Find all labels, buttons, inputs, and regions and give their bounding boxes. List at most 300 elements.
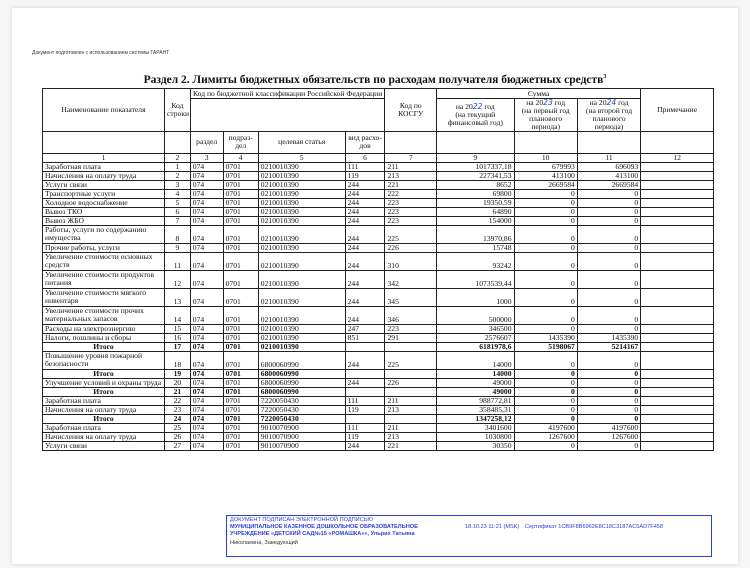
column-number: 4 [223, 153, 258, 162]
row-note [641, 324, 714, 333]
row-note [641, 414, 714, 423]
row-name: Начисления на оплату труда [43, 405, 165, 414]
row-podrazdel: 0701 [223, 198, 258, 207]
stamp-datetime: 18.10.23 11:21 (MSK) [465, 524, 520, 530]
row-sum-year1: 49000 [437, 387, 514, 396]
row-sum-year3: 0 [577, 324, 640, 333]
row-sum-year1: 1000 [437, 288, 514, 306]
column-number: 12 [641, 153, 714, 162]
row-sum-year1: 988772,81 [437, 396, 514, 405]
header-kosgu: Код по КОСГУ [385, 89, 437, 132]
row-target: 6800060990 [258, 387, 345, 396]
row-name: Вывоз ТКО [43, 207, 165, 216]
e-signature-stamp [226, 515, 712, 557]
row-sum-year1: 14000 [437, 351, 514, 369]
table-row [43, 432, 714, 441]
row-podrazdel: 0701 [223, 432, 258, 441]
row-podrazdel: 0701 [223, 378, 258, 387]
row-code: 17 [164, 342, 190, 351]
row-sum-year1: 14000 [437, 369, 514, 378]
row-name: Транспортные услуги [43, 189, 165, 198]
header-sum: Сумма [437, 89, 641, 99]
row-code: 8 [164, 225, 190, 243]
header-year1: на 2022 год (на текущий финансовый год) [437, 99, 514, 132]
row-name: Увеличение стоимости основных средств [43, 252, 165, 270]
row-target: 0210010390 [258, 162, 345, 171]
row-note [641, 180, 714, 189]
row-sum-year2: 0 [514, 396, 577, 405]
row-kosgu: 226 [385, 243, 437, 252]
row-code: 22 [164, 396, 190, 405]
row-razdel: 074 [190, 171, 223, 180]
row-sum-year3: 0 [577, 378, 640, 387]
row-sum-year1: 15748 [437, 243, 514, 252]
row-sum-year2: 0 [514, 225, 577, 243]
row-vid: 244 [345, 252, 385, 270]
row-vid: 244 [345, 306, 385, 324]
row-podrazdel: 0701 [223, 423, 258, 432]
row-sum-year3: 2669584 [577, 180, 640, 189]
row-sum-year2: 0 [514, 189, 577, 198]
row-sum-year3: 0 [577, 405, 640, 414]
row-kosgu: 213 [385, 432, 437, 441]
row-code: 9 [164, 243, 190, 252]
column-number: 5 [258, 153, 345, 162]
row-sum-year1: 346500 [437, 324, 514, 333]
row-razdel: 074 [190, 414, 223, 423]
row-sum-year3: 696093 [577, 162, 640, 171]
stamp-line3: УЧРЕЖДЕНИЕ «ДЕТСКИЙ САД№15 «РОМАШКА»», Ульрих Татьяна [230, 531, 415, 537]
header-note: Примечание [641, 89, 714, 132]
row-sum-year3: 0 [577, 207, 640, 216]
row-target: 0210010390 [258, 288, 345, 306]
row-vid: 119 [345, 432, 385, 441]
stamp-line1: ДОКУМЕНТ ПОДПИСАН ЭЛЕКТРОННОЙ ПОДПИСЬЮ [230, 517, 374, 523]
column-number: 6 [345, 153, 385, 162]
row-sum-year1: 1347258,12 [437, 414, 514, 423]
row-sum-year1: 227341,53 [437, 171, 514, 180]
row-name: Увеличение стоимости продуктов питания [43, 270, 165, 288]
row-code: 15 [164, 324, 190, 333]
row-name: Улучшение условий и охраны труда [43, 378, 165, 387]
budget-limits-table [42, 88, 714, 451]
row-sum-year3: 1267600 [577, 432, 640, 441]
row-code: 1 [164, 162, 190, 171]
row-target: 0210010390 [258, 189, 345, 198]
row-kosgu [385, 414, 437, 423]
row-razdel: 074 [190, 423, 223, 432]
row-kosgu: 221 [385, 441, 437, 450]
row-note [641, 198, 714, 207]
table-row [43, 378, 714, 387]
row-sum-year1: 30350 [437, 441, 514, 450]
row-vid: 119 [345, 171, 385, 180]
row-sum-year3: 0 [577, 288, 640, 306]
header-year3-cont [577, 131, 640, 153]
header-year3: на 2024 год (на второй год планового периода) [577, 99, 640, 132]
section-footnote: 3 [603, 74, 607, 81]
row-sum-year3: 0 [577, 270, 640, 288]
row-code: 3 [164, 180, 190, 189]
table-row [43, 342, 714, 351]
row-target: 0210010390 [258, 243, 345, 252]
table-row [43, 288, 714, 306]
row-sum-year1: 49000 [437, 378, 514, 387]
row-target: 0210010390 [258, 306, 345, 324]
table-row [43, 351, 714, 369]
row-sum-year3: 0 [577, 189, 640, 198]
table-row [43, 198, 714, 207]
column-number: 3 [190, 153, 223, 162]
row-name: Увеличение стоимости мягкого инвентаря [43, 288, 165, 306]
row-note [641, 252, 714, 270]
row-razdel: 074 [190, 288, 223, 306]
row-sum-year3: 0 [577, 243, 640, 252]
row-kosgu: 223 [385, 198, 437, 207]
row-kosgu: 222 [385, 189, 437, 198]
row-sum-year1: 500000 [437, 306, 514, 324]
row-vid [345, 387, 385, 396]
row-target: 0210010390 [258, 324, 345, 333]
row-code: 5 [164, 198, 190, 207]
row-name: Работы, услуги по содержанию имущества [43, 225, 165, 243]
row-razdel: 074 [190, 306, 223, 324]
row-vid [345, 369, 385, 378]
row-note [641, 162, 714, 171]
stamp-certificate: Сертификат 1CB9F8B6962E8C18C3187AC5AD7F458 [525, 524, 664, 530]
row-podrazdel: 0701 [223, 180, 258, 189]
row-sum-year3: 0 [577, 252, 640, 270]
row-code: 6 [164, 207, 190, 216]
table-row [43, 243, 714, 252]
row-kosgu [385, 369, 437, 378]
row-vid: 244 [345, 288, 385, 306]
row-sum-year2: 1435390 [514, 333, 577, 342]
row-note [641, 243, 714, 252]
row-target: 0210010390 [258, 333, 345, 342]
row-sum-year1: 358485,31 [437, 405, 514, 414]
row-vid: 111 [345, 396, 385, 405]
row-kosgu: 213 [385, 405, 437, 414]
row-target: 0210010390 [258, 198, 345, 207]
table-row [43, 270, 714, 288]
row-sum-year2: 0 [514, 198, 577, 207]
table-row [43, 207, 714, 216]
table-row [43, 414, 714, 423]
row-vid: 247 [345, 324, 385, 333]
row-razdel: 074 [190, 333, 223, 342]
row-kosgu [385, 342, 437, 351]
row-vid: 244 [345, 378, 385, 387]
row-razdel: 074 [190, 432, 223, 441]
row-sum-year1: 1017337,18 [437, 162, 514, 171]
row-razdel: 074 [190, 441, 223, 450]
table-row [43, 333, 714, 342]
row-sum-year2: 0 [514, 441, 577, 450]
row-note [641, 405, 714, 414]
row-target: 0210010390 [258, 171, 345, 180]
column-number: 7 [385, 153, 437, 162]
table-row [43, 225, 714, 243]
row-vid: 244 [345, 243, 385, 252]
column-number: 2 [164, 153, 190, 162]
row-kosgu: 225 [385, 225, 437, 243]
row-sum-year2: 4197600 [514, 423, 577, 432]
row-target: 0210010390 [258, 216, 345, 225]
header-year1-cont [437, 131, 514, 153]
row-note [641, 216, 714, 225]
header-year2-cont [514, 131, 577, 153]
row-sum-year1: 93242 [437, 252, 514, 270]
row-kosgu: 223 [385, 207, 437, 216]
row-target: 7220050430 [258, 396, 345, 405]
stamp-line4: Николаевна, Заведующий [230, 540, 298, 546]
table-row [43, 252, 714, 270]
row-target: 7220050430 [258, 414, 345, 423]
row-sum-year1: 8652 [437, 180, 514, 189]
row-code: 2 [164, 171, 190, 180]
row-razdel: 074 [190, 216, 223, 225]
row-sum-year2: 0 [514, 270, 577, 288]
row-razdel: 074 [190, 252, 223, 270]
row-note [641, 387, 714, 396]
row-podrazdel: 0701 [223, 207, 258, 216]
row-sum-year1: 154000 [437, 216, 514, 225]
row-target: 0210010390 [258, 180, 345, 189]
row-podrazdel: 0701 [223, 324, 258, 333]
row-note [641, 351, 714, 369]
row-sum-year2: 0 [514, 306, 577, 324]
row-sum-year1: 19350,59 [437, 198, 514, 207]
row-target: 6800060990 [258, 378, 345, 387]
row-code: 19 [164, 369, 190, 378]
row-sum-year2: 0 [514, 216, 577, 225]
row-podrazdel: 0701 [223, 243, 258, 252]
row-podrazdel: 0701 [223, 171, 258, 180]
header-podrazdel: подраз-дел [223, 131, 258, 153]
row-kosgu: 211 [385, 396, 437, 405]
row-sum-year2: 0 [514, 252, 577, 270]
header-expense-type: вид расхо-дов [345, 131, 385, 153]
row-code: 23 [164, 405, 190, 414]
row-sum-year2: 413100 [514, 171, 577, 180]
year2-handwritten: 23 [543, 98, 553, 107]
column-number: 10 [514, 153, 577, 162]
row-target: 0210010390 [258, 342, 345, 351]
row-code: 16 [164, 333, 190, 342]
row-razdel: 074 [190, 225, 223, 243]
row-note [641, 171, 714, 180]
row-kosgu: 223 [385, 216, 437, 225]
row-podrazdel: 0701 [223, 189, 258, 198]
row-podrazdel: 0701 [223, 441, 258, 450]
row-name: Заработная плата [43, 162, 165, 171]
row-target: 0210010390 [258, 225, 345, 243]
row-kosgu: 225 [385, 351, 437, 369]
row-name: Налоги, пошлины и сборы [43, 333, 165, 342]
row-kosgu: 213 [385, 171, 437, 180]
section-title [12, 74, 738, 86]
row-code: 20 [164, 378, 190, 387]
row-razdel: 074 [190, 180, 223, 189]
row-vid: 111 [345, 423, 385, 432]
row-sum-year3: 0 [577, 369, 640, 378]
row-name: Увеличение стоимости прочих материальных запасов [43, 306, 165, 324]
row-name: Заработная плата [43, 423, 165, 432]
row-target: 9010070900 [258, 432, 345, 441]
row-vid: 244 [345, 270, 385, 288]
table-row [43, 324, 714, 333]
row-kosgu: 223 [385, 324, 437, 333]
row-sum-year3: 0 [577, 387, 640, 396]
row-target: 9010070900 [258, 441, 345, 450]
row-sum-year2: 0 [514, 351, 577, 369]
row-razdel: 074 [190, 162, 223, 171]
row-sum-year2: 0 [514, 378, 577, 387]
row-sum-year3: 0 [577, 306, 640, 324]
row-sum-year2: 1267600 [514, 432, 577, 441]
table-row [43, 162, 714, 171]
row-podrazdel: 0701 [223, 405, 258, 414]
row-code: 26 [164, 432, 190, 441]
row-razdel: 074 [190, 405, 223, 414]
row-kosgu: 211 [385, 423, 437, 432]
row-sum-year2: 0 [514, 243, 577, 252]
header-name-cont [43, 131, 165, 153]
year1-handwritten: 22 [472, 101, 483, 111]
row-code: 4 [164, 189, 190, 198]
stamp-line2: МУНИЦИПАЛЬНОЕ КАЗЕННОЕ ДОШКОЛЬНОЕ ОБРАЗОВАТЕЛЬНОЕ [230, 524, 418, 530]
table-row [43, 396, 714, 405]
row-vid: 111 [345, 162, 385, 171]
row-note [641, 342, 714, 351]
row-note [641, 288, 714, 306]
row-razdel: 074 [190, 396, 223, 405]
row-target: 7220050430 [258, 405, 345, 414]
row-sum-year2: 0 [514, 324, 577, 333]
row-razdel: 074 [190, 342, 223, 351]
row-podrazdel: 0701 [223, 369, 258, 378]
row-code: 12 [164, 270, 190, 288]
table-row [43, 405, 714, 414]
row-sum-year3: 0 [577, 396, 640, 405]
row-kosgu: 342 [385, 270, 437, 288]
table-row [43, 441, 714, 450]
row-code: 27 [164, 441, 190, 450]
row-podrazdel: 0701 [223, 270, 258, 288]
table-row [43, 369, 714, 378]
row-note [641, 369, 714, 378]
row-sum-year3: 0 [577, 414, 640, 423]
header-note-cont [641, 131, 714, 153]
row-note [641, 441, 714, 450]
row-razdel: 074 [190, 189, 223, 198]
row-sum-year2: 0 [514, 414, 577, 423]
row-sum-year1: 6181978,6 [437, 342, 514, 351]
row-podrazdel: 0701 [223, 387, 258, 396]
row-kosgu: 211 [385, 162, 437, 171]
row-sum-year3: 0 [577, 351, 640, 369]
row-sum-year3: 0 [577, 198, 640, 207]
row-kosgu: 291 [385, 333, 437, 342]
row-note [641, 333, 714, 342]
row-podrazdel: 0701 [223, 288, 258, 306]
table-row [43, 189, 714, 198]
row-sum-year1: 64890 [437, 207, 514, 216]
row-vid [345, 342, 385, 351]
row-podrazdel: 0701 [223, 351, 258, 369]
header-code-cont [164, 131, 190, 153]
row-sum-year2: 0 [514, 288, 577, 306]
row-razdel: 074 [190, 324, 223, 333]
row-podrazdel: 0701 [223, 342, 258, 351]
column-numbers-row [43, 153, 714, 162]
table-row [43, 180, 714, 189]
row-sum-year3: 4197600 [577, 423, 640, 432]
row-code: 7 [164, 216, 190, 225]
row-kosgu: 221 [385, 180, 437, 189]
row-name: Итого [43, 369, 165, 378]
row-podrazdel: 0701 [223, 414, 258, 423]
column-number: 9 [437, 153, 514, 162]
row-target: 0210010390 [258, 207, 345, 216]
row-note [641, 189, 714, 198]
row-sum-year3: 413100 [577, 171, 640, 180]
row-note [641, 270, 714, 288]
row-name: Повышение уровня пожарной безопасности [43, 351, 165, 369]
row-podrazdel: 0701 [223, 225, 258, 243]
row-vid: 244 [345, 225, 385, 243]
row-razdel: 074 [190, 207, 223, 216]
row-kosgu: 226 [385, 378, 437, 387]
row-target: 6800060990 [258, 369, 345, 378]
table-row [43, 387, 714, 396]
year3-handwritten: 24 [606, 98, 617, 107]
header-line-code: Код строки [164, 89, 190, 132]
row-name: Итого [43, 387, 165, 396]
garant-note: Документ подготовлен с использованием системы ГАРАНТ [32, 50, 170, 56]
row-code: 21 [164, 387, 190, 396]
row-target: 9010070900 [258, 423, 345, 432]
header-razdel: раздел [190, 131, 223, 153]
row-note [641, 396, 714, 405]
row-podrazdel: 0701 [223, 162, 258, 171]
row-note [641, 423, 714, 432]
row-note [641, 207, 714, 216]
row-name: Услуги связи [43, 180, 165, 189]
row-code: 18 [164, 351, 190, 369]
row-code: 25 [164, 423, 190, 432]
row-sum-year2: 0 [514, 387, 577, 396]
row-code: 13 [164, 288, 190, 306]
column-number: 1 [43, 153, 165, 162]
row-sum-year2: 0 [514, 207, 577, 216]
header-year2: на 2023 год (на первый год планового периода) [514, 99, 577, 132]
row-sum-year3: 0 [577, 441, 640, 450]
row-razdel: 074 [190, 378, 223, 387]
row-vid: 244 [345, 189, 385, 198]
header-target: целевая статья [258, 131, 345, 153]
row-note [641, 306, 714, 324]
table-row [43, 306, 714, 324]
row-sum-year3: 0 [577, 216, 640, 225]
row-name: Начисления на оплату труда [43, 432, 165, 441]
row-sum-year2: 5198067 [514, 342, 577, 351]
row-sum-year3: 1435390 [577, 333, 640, 342]
row-sum-year1: 2576607 [437, 333, 514, 342]
row-sum-year3: 5214167 [577, 342, 640, 351]
row-code: 14 [164, 306, 190, 324]
